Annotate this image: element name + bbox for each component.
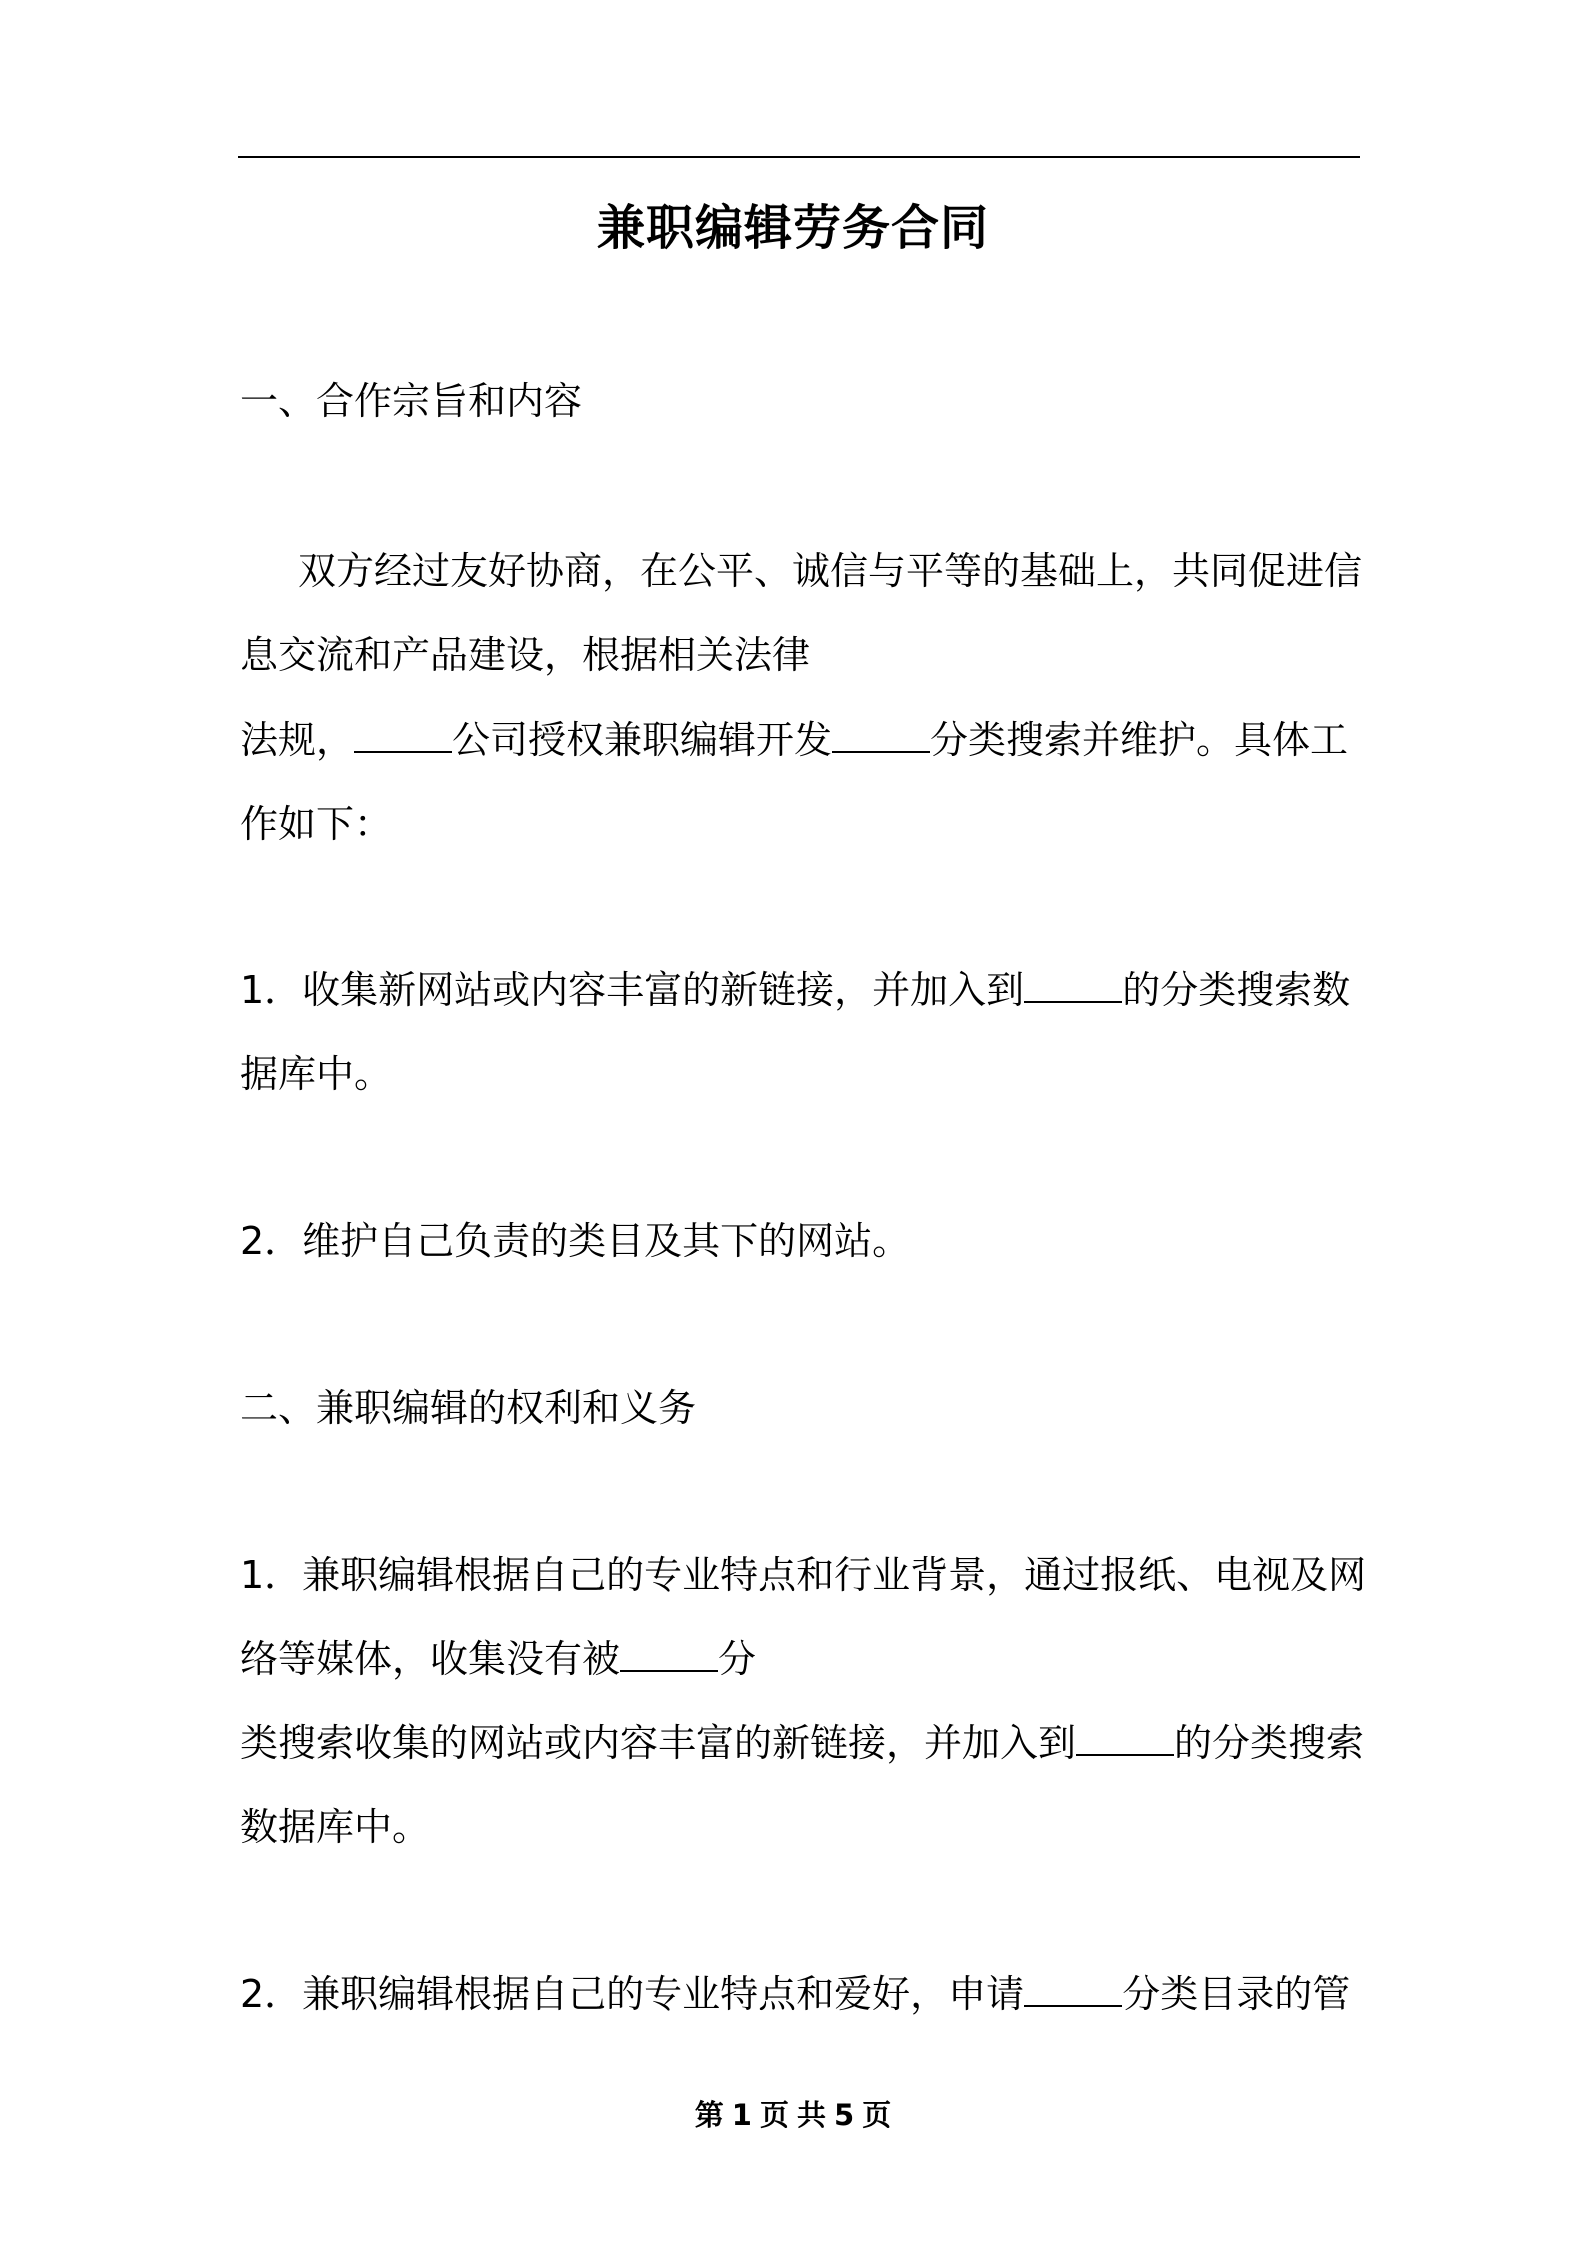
footer-total-pages: 5 <box>834 2098 855 2132</box>
document-title: 兼职编辑劳务合同 <box>596 200 989 256</box>
footer-page-label: 第 <box>694 2098 724 2132</box>
section-2-item-1-line-4: 数据库中。 <box>240 1805 431 1849</box>
text-segment: 法规， <box>240 718 355 762</box>
fill-in-blank <box>1024 1971 1122 2007</box>
text-segment: 的分类搜索数 <box>1122 968 1351 1012</box>
section-2-item-1-line-2 <box>240 1634 756 1684</box>
fill-in-blank <box>832 717 930 753</box>
section-2-heading: 二、兼职编辑的权利和义务 <box>240 1386 697 1430</box>
section-2-item-1-line-3 <box>240 1718 1364 1768</box>
text-segment: 分类目录的管 <box>1122 1972 1351 2016</box>
header-rule <box>238 156 1360 158</box>
text-segment: 公司授权兼职编辑开发 <box>452 718 833 762</box>
text-segment: 2．兼职编辑根据自己的专业特点和爱好，申请 <box>240 1972 1025 2016</box>
list-item-1-line-2: 据库中。 <box>240 1052 393 1096</box>
fill-in-blank <box>1076 1720 1174 1756</box>
fill-in-blank <box>1024 967 1122 1003</box>
paragraph-1-line-2: 息交流和产品建设，根据相关法律 <box>240 633 811 677</box>
fill-in-blank <box>354 717 452 753</box>
fill-in-blank <box>620 1636 718 1672</box>
section-2-item-2-line-1 <box>240 1969 1350 2019</box>
text-segment: 分 <box>718 1637 757 1681</box>
page-footer <box>0 2097 1586 2133</box>
list-item-2: 2．维护自己负责的类目及其下的网站。 <box>240 1219 911 1263</box>
footer-page-label: 页 <box>759 2098 789 2132</box>
text-segment: 1．收集新网站或内容丰富的新链接，并加入到 <box>240 968 1025 1012</box>
list-item-1-line-1 <box>240 965 1350 1015</box>
section-1-heading: 一、合作宗旨和内容 <box>240 379 583 423</box>
paragraph-1-line-1: 双方经过友好协商，在公平、诚信与平等的基础上，共同促进信 <box>298 549 1363 593</box>
paragraph-1-line-4: 作如下： <box>240 802 393 846</box>
paragraph-1-line-3 <box>240 715 1348 765</box>
footer-total-label: 页 <box>862 2098 892 2132</box>
text-segment: 络等媒体，收集没有被 <box>240 1637 621 1681</box>
footer-total-label: 共 <box>797 2098 827 2132</box>
section-2-item-1-line-1: 1．兼职编辑根据自己的专业特点和行业背景，通过报纸、电视及网 <box>240 1553 1367 1597</box>
text-segment: 类搜索收集的网站或内容丰富的新链接，并加入到 <box>240 1721 1077 1765</box>
text-segment: 的分类搜索 <box>1174 1721 1365 1765</box>
footer-page-number: 1 <box>731 2098 752 2132</box>
text-segment: 分类搜索并维护。具体工 <box>930 718 1349 762</box>
